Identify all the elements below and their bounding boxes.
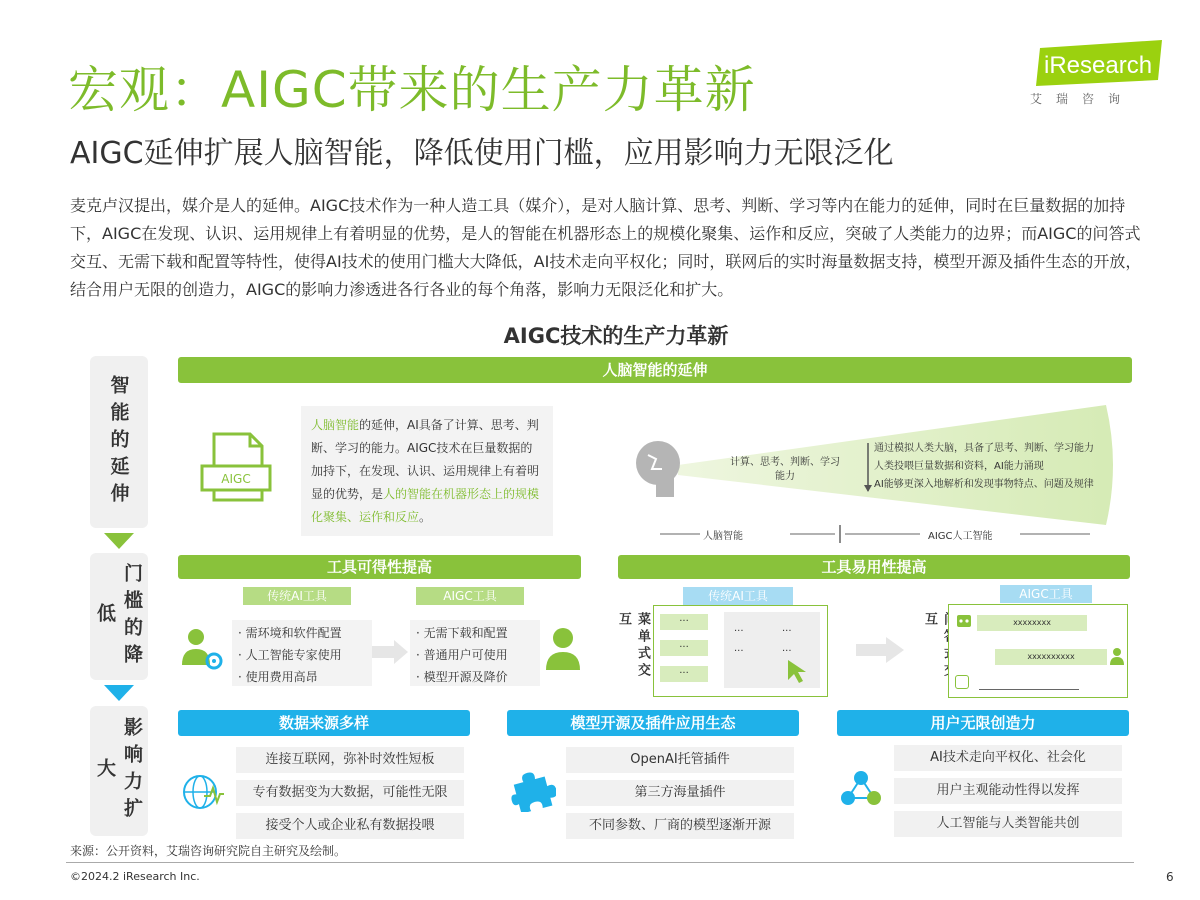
cursor-icon [786,658,808,684]
list-item: 专有数据变为大数据，可能性无限 [236,780,464,806]
extension-description: 人脑智能的延伸，AI具备了计算、思考、判断、学习的能力。AIGC技术在巨量数据的加持下，在发现、认识、运用规律上有着明显的优势，是人的智能在机器形态上的规模化聚集、运作和反应。 [301,406,553,536]
menu-item: ··· [660,640,708,656]
menu-item: ··· [660,614,708,630]
menu-grid: ··· ··· ··· ··· [724,612,820,688]
cone-inner-label: 计算、思考、判断、学习能力 [730,457,840,482]
list-item: · 无需下载和配置 [416,626,508,640]
list-item: 第三方海量插件 [566,780,794,806]
list-item: AI技术走向平权化、社会化 [894,745,1122,771]
puzzle-icon [510,766,556,812]
tag-traditional-ai-2: 传统AI工具 [683,587,793,605]
user-icon [544,626,582,670]
menu-item: ··· [660,666,708,682]
list-item: OpenAI托管插件 [566,747,794,773]
cone-point: AI能够更深入地解析和发现事物特点、问题及规律 [874,479,1094,490]
axis-label-brain: 人脑智能 [703,531,743,542]
list-item: · 模型开源及降价 [416,670,508,684]
list-item: · 需环境和软件配置 [238,626,342,640]
list-item: 不同参数、厂商的模型逐渐开源 [566,813,794,839]
highlight-text: 人的智能在机器形态上的规模化聚集、运作和反应 [311,487,540,524]
down-arrow-icon [104,533,134,549]
diagram-title: AIGC技术的生产力革新 [503,324,729,348]
footer-divider [66,862,1134,863]
aigc-tool-list [410,620,540,686]
input-line [979,689,1079,690]
globe-icon [180,770,224,814]
source-note: 来源：公开资料，艾瑞咨询研究院自主研究及绘制。 [70,844,347,858]
intro-paragraph: 麦克卢汉提出，媒介是人的延伸。AIGC技术作为一种人造工具（媒介），是对人脑计算、思考、判断、学习等内在能力的延伸，同时在巨量数据的加持下，AIGC在发现、认识、运用规律上有着明显的优势，是人的智能在机器形态上的规模化聚集、运作和反应，突破了人类能力的边界；而AIGC的问答式交互、无需下载和配置等特性，使得AI技术的使用门槛大大降低，AI技术走向平权化；同时，联网后的实时海量数据支持，模型开源及插件生态的开放，结合用户无限的创造力，AIGC的影响力渗透进各行各业的每个角落，影响力无限泛化和扩大。 [70,196,1142,299]
cone-point: 通过模拟人类大脑，具备了思考、判断、学习能力 [874,443,1094,454]
section-bar-data-sources: 数据来源多样 [178,710,470,736]
list-item: 人工智能与人类智能共创 [894,811,1122,837]
logo-cn-text: 艾瑞咨询 [1030,92,1135,106]
network-people-icon [838,768,884,812]
axis-label-aigc: AIGC人工智能 [928,531,993,542]
section-bar-availability: 工具可得性提高 [178,555,581,579]
traditional-ai-list [232,620,372,686]
chat-window [948,604,1128,698]
page-number: 6 [1166,870,1174,884]
cone-point: 人类投喂巨量数据和资料，AI能力涌现 [874,461,1044,472]
expert-gear-icon [178,625,226,673]
section-bar-creativity: 用户无限创造力 [837,710,1129,736]
svg-text:iResearch: iResearch [1044,52,1153,79]
robot-icon [955,611,973,629]
list-item: · 人工智能专家使用 [238,648,342,662]
highlight-text: 人脑智能 [311,418,360,432]
side-label-threshold: 门槛的降低 [90,553,148,680]
list-item: 用户主观能动性得以发挥 [894,778,1122,804]
list-item: · 使用费用高昂 [238,670,318,684]
section-bar-open-models: 模型开源及插件应用生态 [507,710,799,736]
tag-aigc-tool: AIGC工具 [416,587,524,605]
tag-traditional-ai: 传统AI工具 [243,587,351,605]
list-item: 连接互联网，弥补时效性短板 [236,747,464,773]
qa-interaction-label: 互 [922,612,937,629]
right-arrow-icon [856,637,904,663]
side-label-influence: 影响力扩大 [90,706,148,836]
down-arrow-icon [104,685,134,701]
iresearch-logo [1030,40,1166,88]
menu-window [653,605,828,697]
chat-bubble-user: xxxxxxxxxx [995,649,1107,665]
page-subtitle: AIGC延伸扩展人脑智能，降低使用门槛，应用影响力无限泛化 [70,136,894,171]
right-arrow-icon [372,640,408,664]
chat-bubble-bot: xxxxxxxx [977,615,1087,631]
attach-icon [955,675,969,689]
copyright: ©2024.2 iResearch Inc. [70,870,200,883]
tag-aigc-tool-2: AIGC工具 [1000,585,1092,603]
section-bar-usability: 工具易用性提高 [618,555,1130,579]
aigc-document-icon [200,430,272,506]
menu-interaction-label: 菜单式交互 [616,612,650,680]
list-item: 接受个人或企业私有数据投喂 [236,813,464,839]
page-title: 宏观：AIGC带来的生产力革新 [68,61,756,119]
list-item: · 普通用户可使用 [416,648,508,662]
side-label-extension: 智能的延伸 [90,356,148,528]
svg-text:AIGC: AIGC [221,472,251,486]
user-icon [1109,647,1125,665]
section-bar-brain-extension: 人脑智能的延伸 [178,357,1132,383]
